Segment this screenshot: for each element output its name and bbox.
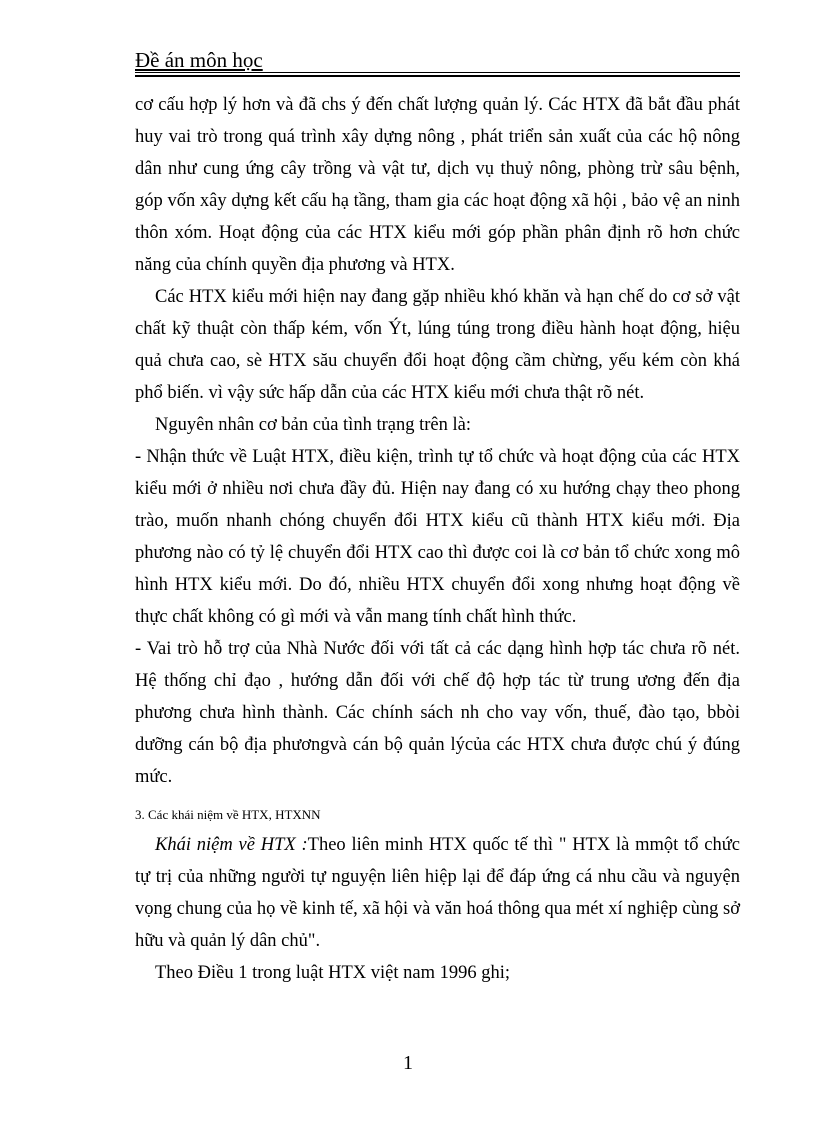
page-header xyxy=(135,48,740,72)
definition-text: Theo liên minh HTX quốc tế thì " HTX là mmột tổ chức tự trị của những người tự nguyện liên hiệp lại để đáp ứng cá nhu cầu và nguyện vọng chung của họ về kinh tế, xã hội và văn hoá thông qua mét xí nghiệp cùng sở hữu và quản lý dân chủ". xyxy=(135,835,740,951)
paragraph-continuation: cơ cấu hợp lý hơn và đã chs ý đến chất lượng quản lý. Các HTX đã bắt đầu phát huy vai trò trong quá trình xây dựng nông , phát triển sản xuất của các hộ nông dân như cung ứng cây trồng và vật tư, dịch vụ thuỷ nông, phòng trừ sâu bệnh, góp vốn xây dựng kết cấu hạ tầng, tham gia các hoạt động xã hội , bảo vệ an ninh thôn xóm. Hoạt động của các HTX kiểu mới góp phần phân định rõ hơn chức năng của chính quyền địa phương và HTX. xyxy=(135,95,740,275)
paragraph-difficulties: Các HTX kiểu mới hiện nay đang gặp nhiều khó khăn và hạn chế do cơ sở vật chất kỹ thuật còn thấp kém, vốn Ýt, lúng túng trong điều hành hoạt động, hiệu quả chưa cao, sè HTX său chuyển đổi hoạt động cầm chừng, yếu kém còn khá phổ biến. vì vậy sức hấp dẫn của các HTX kiểu mới chưa thật rõ nét. xyxy=(135,287,740,403)
document-body xyxy=(135,89,740,989)
bullet-awareness: - Nhận thức về Luật HTX, điều kiện, trình tự tổ chức và hoạt động của các HTX kiểu mới ở nhiều nơi chưa đầy đủ. Hiện nay đang có xu hướng chạy theo phong trào, muốn nhanh chóng chuyển đổi HTX kiểu cũ thành HTX kiểu mới. Địa phương nào có tỷ lệ chuyển đổi HTX cao thì được coi là cơ bản tổ chức xong mô hình HTX kiểu mới. Do đó, nhiều HTX chuyển đổi xong nhưng hoạt động về thực chất không có gì mới và vẫn mang tính chất hình thức. xyxy=(135,447,740,627)
header-title: Đề án môn học xyxy=(135,48,263,72)
page-number: 1 xyxy=(403,1052,413,1074)
paragraph-closing: Theo Điều 1 trong luật HTX việt nam 1996 ghi; xyxy=(155,963,511,983)
section-heading: 3. Các khái niệm về HTX, HTXNN xyxy=(135,807,321,822)
paragraph-definition xyxy=(135,829,740,957)
bullet-state-support: - Vai trò hỗ trợ của Nhà Nước đối với tất cả các dạng hình hợp tác chưa rõ nét. Hệ thống chỉ đạo , hướng dẫn đối với chế độ hợp tác từ trung ương đến địa phương chưa hình thành. Các chính sách nh cho vay vốn, thuế, đào tạo, bbòi dưỡng cán bộ địa phươngvà cán bộ quản lýcủa các HTX chưa được chú ý đúng mức. xyxy=(135,639,740,787)
definition-label: Khái niệm về HTX : xyxy=(155,835,308,855)
header-double-rule xyxy=(135,72,740,77)
paragraph-causes-intro: Nguyên nhân cơ bản của tình trạng trên là: xyxy=(155,415,471,435)
